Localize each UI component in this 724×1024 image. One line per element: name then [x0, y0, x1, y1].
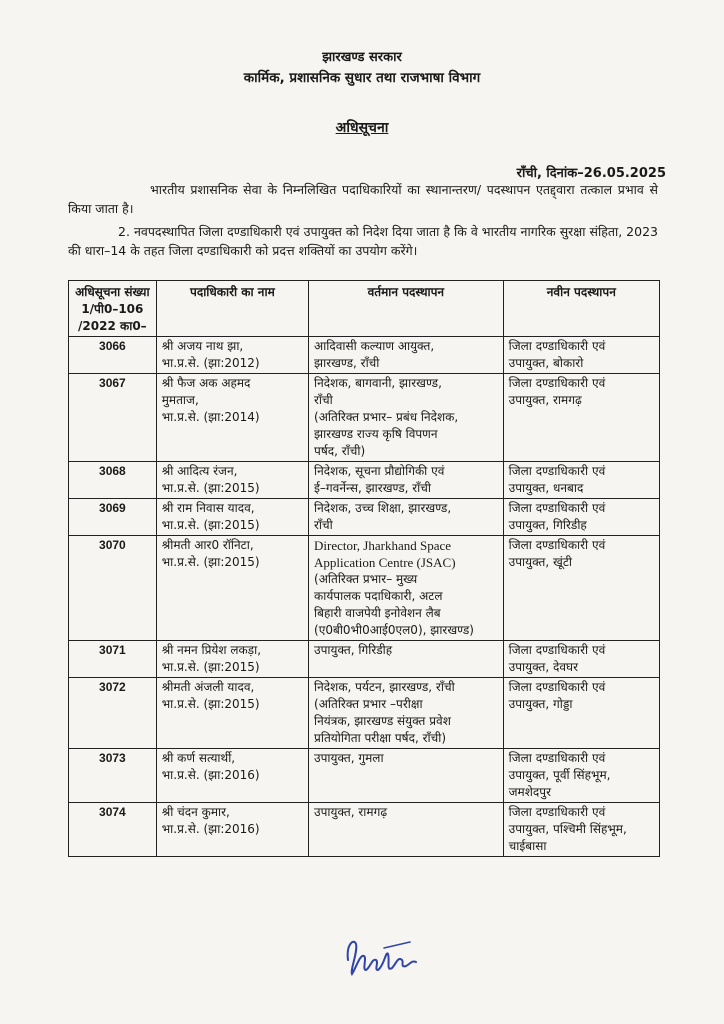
current-posting-cell	[309, 499, 504, 536]
cell-text-line: श्री कर्ण सत्यार्थी,	[161, 751, 236, 765]
cell-text-line: भा.प्र.से. (झा:2015)	[161, 518, 260, 532]
cell-text-line: श्री आदित्य रंजन,	[161, 464, 238, 478]
header-notification-no: अधिसूचना संख्या 1/पी0–106 /2022 का0–	[69, 281, 157, 337]
current-posting-cell	[309, 678, 504, 749]
officer-name-cell	[156, 803, 308, 857]
cell-text-line: भा.प्र.से. (झा:2012)	[161, 356, 260, 370]
notification-title	[0, 118, 724, 137]
date-line: राँची, दिनांक–26.05.2025	[516, 166, 666, 181]
cell-text-line: मुमताज,	[161, 393, 199, 407]
cell-text-line: चाईबासा	[508, 839, 547, 853]
cell-text-line: उपायुक्त, गुमला	[314, 751, 384, 765]
cell-text-line: श्रीमती अंजली यादव,	[161, 680, 255, 694]
officer-name-cell	[156, 536, 308, 641]
cell-text-line: पर्षद, राँची)	[314, 444, 366, 458]
cell-text-line: श्री चंदन कुमार,	[161, 805, 230, 819]
cell-text-line: जिला दण्डाधिकारी एवं	[508, 339, 606, 353]
notification-number-cell: 3068	[69, 462, 157, 499]
cell-text-line: भा.प्र.से. (झा:2016)	[161, 768, 260, 782]
cell-text-line: प्रतियोगिता परीक्षा पर्षद, राँची)	[314, 731, 447, 745]
cell-text-line: श्री अजय नाथ झा,	[161, 339, 244, 353]
officer-name-cell	[156, 749, 308, 803]
new-posting-cell	[503, 641, 659, 678]
cell-text-line: जिला दण्डाधिकारी एवं	[508, 805, 606, 819]
notification-number-cell: 3066	[69, 337, 157, 374]
officer-name-cell	[156, 641, 308, 678]
cell-text-line: राँची	[314, 518, 333, 532]
table-row	[69, 749, 660, 803]
cell-text-line: Director, Jharkhand Space	[314, 538, 452, 553]
officer-name-cell	[156, 374, 308, 462]
cell-text-line: आदिवासी कल्याण आयुक्त,	[314, 339, 435, 353]
current-posting-cell	[309, 749, 504, 803]
cell-text-line: जमशेदपुर	[508, 785, 551, 799]
cell-text-line: नियंत्रक, झारखण्ड संयुक्त प्रवेश	[314, 714, 451, 728]
new-posting-cell	[503, 749, 659, 803]
table-row	[69, 374, 660, 462]
officer-name-cell	[156, 337, 308, 374]
cell-text-line: जिला दण्डाधिकारी एवं	[508, 643, 606, 657]
notification-number-cell: 3071	[69, 641, 157, 678]
cell-text-line: श्री फैज अक अहमद	[161, 376, 251, 390]
header-new-posting: नवीन पदस्थापन	[503, 281, 659, 337]
table-header-row	[69, 281, 660, 337]
cell-text-line: श्री राम निवास यादव,	[161, 501, 255, 515]
cell-text-line: भा.प्र.से. (झा:2015)	[161, 555, 260, 569]
cell-text-line: (ए0बी0भी0आई0एल0), झारखण्ड)	[314, 623, 474, 637]
header-officer-name: पदाधिकारी का नाम	[156, 281, 308, 337]
new-posting-cell	[503, 462, 659, 499]
cell-text-line: (अतिरिक्त प्रभार– प्रबंध निदेशक,	[314, 410, 459, 424]
cell-text-line: उपायुक्त, गोड्डा	[508, 697, 573, 711]
table-row	[69, 803, 660, 857]
cell-text-line: झारखण्ड, राँची	[314, 356, 380, 370]
current-posting-cell	[309, 536, 504, 641]
table-row	[69, 536, 660, 641]
cell-text-line: श्रीमती आर0 रॉनिटा,	[161, 538, 254, 552]
cell-text-line: निदेशक, बागवानी, झारखण्ड,	[314, 376, 442, 390]
cell-text-line: राँची	[314, 393, 333, 407]
cell-text-line: उपायुक्त, देवघर	[508, 660, 579, 674]
cell-text-line: भा.प्र.से. (झा:2015)	[161, 481, 260, 495]
cell-text-line: भा.प्र.से. (झा:2015)	[161, 660, 260, 674]
header-current-posting: वर्तमान पदस्थापन	[309, 281, 504, 337]
cell-text-line: जिला दण्डाधिकारी एवं	[508, 538, 606, 552]
cell-text-line: उपायुक्त, बोकारो	[508, 356, 584, 370]
cell-text-line: जिला दण्डाधिकारी एवं	[508, 680, 606, 694]
table-row	[69, 678, 660, 749]
new-posting-cell	[503, 803, 659, 857]
cell-text-line: उपायुक्त, पश्चिमी सिंहभूम,	[508, 822, 627, 836]
cell-text-line: उपायुक्त, गिरिडीह	[314, 643, 393, 657]
cell-text-line: निदेशक, सूचना प्रौद्योगिकी एवं	[314, 464, 445, 478]
cell-text-line: उपायुक्त, रामगढ़	[314, 805, 388, 819]
paragraph-1: भारतीय प्रशासनिक सेवा के निम्नलिखित पदाधिकारियों का स्थानान्तरण/ पदस्थापन एतद्द्वारा तत्काल प्रभाव से किया जाता है।	[68, 182, 658, 216]
cell-text-line: ई–गवर्नेन्स, झारखण्ड, राँची	[314, 481, 431, 495]
cell-text-line: जिला दण्डाधिकारी एवं	[508, 376, 606, 390]
officer-name-cell	[156, 462, 308, 499]
current-posting-cell	[309, 374, 504, 462]
government-heading: झारखण्ड सरकार	[322, 50, 402, 65]
table-row	[69, 462, 660, 499]
signature-image	[340, 930, 430, 980]
cell-text-line: भा.प्र.से. (झा:2015)	[161, 697, 260, 711]
cell-text-line: (अतिरिक्त प्रभार –परीक्षा	[314, 697, 423, 711]
officer-name-cell	[156, 499, 308, 536]
cell-text-line: जिला दण्डाधिकारी एवं	[508, 501, 606, 515]
new-posting-cell	[503, 499, 659, 536]
table-row	[69, 337, 660, 374]
cell-text-line: Application Centre (JSAC)	[314, 555, 456, 570]
notification-number-cell: 3070	[69, 536, 157, 641]
current-posting-cell	[309, 337, 504, 374]
table-row	[69, 641, 660, 678]
posting-table	[68, 280, 660, 857]
current-posting-cell	[309, 641, 504, 678]
cell-text-line: उपायुक्त, रामगढ़	[508, 393, 582, 407]
cell-text-line: (अतिरिक्त प्रभार– मुख्य	[314, 572, 418, 586]
table-body	[69, 337, 660, 857]
current-posting-cell	[309, 462, 504, 499]
cell-text-line: भा.प्र.से. (झा:2014)	[161, 410, 260, 424]
new-posting-cell	[503, 536, 659, 641]
cell-text-line: श्री नमन प्रियेश लकड़ा,	[161, 643, 262, 657]
notification-title-text: अधिसूचना	[335, 120, 389, 136]
new-posting-cell	[503, 374, 659, 462]
notification-number-cell: 3072	[69, 678, 157, 749]
cell-text-line: भा.प्र.से. (झा:2016)	[161, 822, 260, 836]
cell-text-line: उपायुक्त, खूंटी	[508, 555, 572, 569]
notification-number-cell: 3069	[69, 499, 157, 536]
new-posting-cell	[503, 337, 659, 374]
cell-text-line: उपायुक्त, धनबाद	[508, 481, 584, 495]
cell-text-line: निदेशक, पर्यटन, झारखण्ड, राँची	[314, 680, 455, 694]
cell-text-line: बिहारी वाजपेयी इनोवेशन लैब	[314, 606, 441, 620]
officer-name-cell	[156, 678, 308, 749]
notification-number-cell: 3074	[69, 803, 157, 857]
current-posting-cell	[309, 803, 504, 857]
notification-number-cell: 3073	[69, 749, 157, 803]
cell-text-line: उपायुक्त, पूर्वी सिंहभूम,	[508, 768, 611, 782]
table-row	[69, 499, 660, 536]
cell-text-line: जिला दण्डाधिकारी एवं	[508, 751, 606, 765]
cell-text-line: उपायुक्त, गिरिडीह	[508, 518, 587, 532]
cell-text-line: झारखण्ड राज्य कृषि विपणन	[314, 427, 438, 441]
department-heading: कार्मिक, प्रशासनिक सुधार तथा राजभाषा विभाग	[243, 70, 481, 86]
new-posting-cell	[503, 678, 659, 749]
notification-number-cell: 3067	[69, 374, 157, 462]
cell-text-line: निदेशक, उच्च शिक्षा, झारखण्ड,	[314, 501, 452, 515]
paragraph-2: 2. नवपदस्थापित जिला दण्डाधिकारी एवं उपायुक्त को निदेश दिया जाता है कि वे भारतीय नागरिक सुरक्षा संहिता, 2023 की धारा–14 के तहत जिला दण्डाधिकारी को प्रदत्त शक्तियों का उपयोग करेंगे।	[68, 224, 658, 258]
cell-text-line: कार्यपालक पदाधिकारी, अटल	[314, 589, 443, 603]
cell-text-line: जिला दण्डाधिकारी एवं	[508, 464, 606, 478]
